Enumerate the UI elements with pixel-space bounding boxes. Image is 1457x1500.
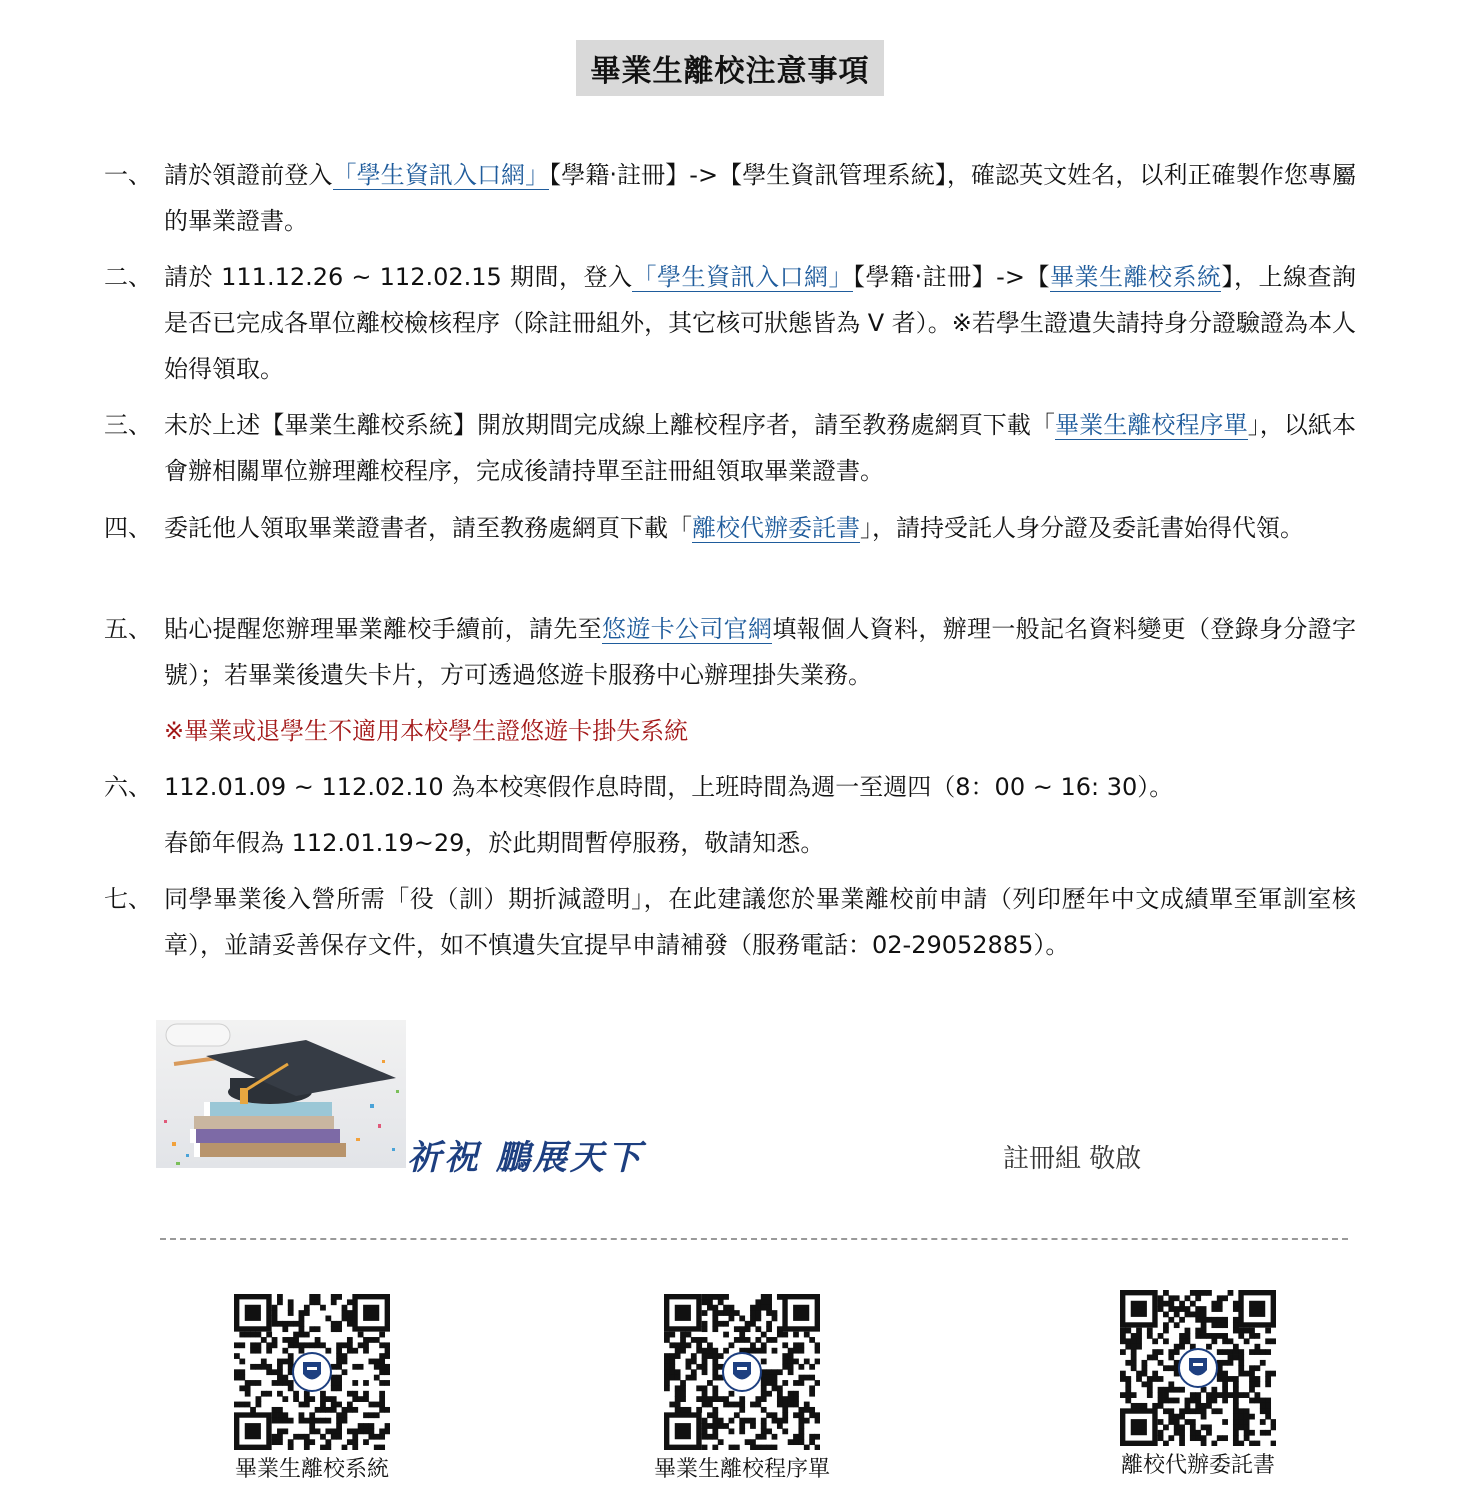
qr-code-graduate-system[interactable]	[234, 1294, 390, 1450]
text: 未於上述【畢業生離校系統】開放期間完成線上離校程序者，請至教務處網頁下載「	[164, 411, 1056, 439]
student-portal-link[interactable]: 「學生資訊入口網」	[332, 161, 550, 189]
text: 同學畢業後入營所需「役（訓）期折減證明」，在此建議您於畢業離校前申請（列印歷年中文成績單至軍訓室核章），並請妥善保存文件，如不慎遺失宜提早申請補發（服務電話：02-29052885）。	[164, 885, 1356, 959]
graduation-illustration	[156, 1020, 406, 1168]
item-number: 三、	[104, 411, 152, 439]
text: 填報個人資料，辦理一般記名資料變更（登錄身分證字號）；若畢業後遺失卡片，方可透過悠遊卡服務中心辦理掛失業務。	[164, 615, 1357, 689]
qr-caption-proxy-authorization: 離校代辦委託書	[1120, 1453, 1275, 1478]
item-text	[164, 152, 1356, 244]
text: 】，上線查詢是否已完成各單位離校檢核程序（除註冊組外，其它核可狀態皆為 V 者）。※若學生證遺失請持身分證驗證為本人始得領取。	[164, 263, 1357, 383]
item-text	[164, 505, 1356, 551]
text: 」，請持受託人身分證及委託書始得代領。	[860, 514, 1304, 542]
text: 請於領證前登入	[164, 161, 333, 189]
item-text	[164, 876, 1356, 968]
blessing-text: 祈祝 鵬展天下	[407, 1138, 644, 1178]
easycard-website-link[interactable]: 悠遊卡公司官網	[602, 615, 773, 643]
item-number: 二、	[104, 263, 152, 291]
qr-caption-graduate-system: 畢業生離校系統	[234, 1457, 389, 1482]
text: 112.01.09 ~ 112.02.10 為本校寒假作息時間，上班時間為週一至週四（8：00 ~ 16: 30）。	[164, 773, 1174, 801]
item-text	[164, 764, 1356, 810]
text: 請於 111.12.26 ~ 112.02.15 期間，登入	[164, 263, 633, 291]
student-portal-link[interactable]: 「學生資訊入口網」	[632, 263, 854, 291]
qr-code-proxy-authorization[interactable]	[1120, 1290, 1276, 1446]
item-number: 六、	[104, 773, 152, 801]
dashed-divider	[160, 1238, 1348, 1240]
notice-item-7	[104, 876, 1356, 968]
text: 」，以紙本會辦相關單位辦理離校程序，完成後請持單至註冊組領取畢業證書。	[164, 411, 1357, 485]
leaving-procedure-form-link[interactable]: 畢業生離校程序單	[1055, 411, 1248, 439]
page-title: 畢業生離校注意事項	[576, 40, 884, 96]
qr-code-procedure-form[interactable]	[664, 1294, 820, 1450]
notice-item-5	[104, 606, 1356, 698]
notice-item-6	[104, 764, 1356, 810]
item-text	[164, 254, 1356, 392]
notice-item-4	[104, 505, 1356, 551]
signature: 註冊組 敬啟	[1003, 1144, 1142, 1174]
item-number: 七、	[104, 885, 152, 913]
text: 【學籍‧註冊】->【學生資訊管理系統】，確認英文姓名，以利正確製作您專屬的畢業證書。	[164, 161, 1357, 235]
notice-item-2	[104, 254, 1356, 392]
item-number: 五、	[104, 615, 152, 643]
item-text	[164, 402, 1356, 494]
warning-note: ※畢業或退學生不適用本校學生證悠遊卡掛失系統	[164, 717, 689, 745]
holiday-note: 春節年假為 112.01.19~29，於此期間暫停服務，敬請知悉。	[164, 829, 825, 857]
text: 貼心提醒您辦理畢業離校手續前，請先至	[164, 615, 602, 643]
graduate-leaving-system-link[interactable]: 畢業生離校系統	[1049, 263, 1222, 291]
item-number: 四、	[104, 514, 152, 542]
notice-item-1	[104, 152, 1356, 244]
text: 委託他人領取畢業證書者，請至教務處網頁下載「	[164, 514, 692, 542]
qr-caption-procedure-form: 畢業生離校程序單	[653, 1457, 830, 1482]
notice-item-3	[104, 402, 1356, 494]
text: 【學籍‧註冊】->【	[853, 263, 1050, 291]
proxy-authorization-link[interactable]: 離校代辦委託書	[692, 514, 860, 542]
item-number: 一、	[104, 161, 152, 189]
item-text	[164, 606, 1356, 698]
